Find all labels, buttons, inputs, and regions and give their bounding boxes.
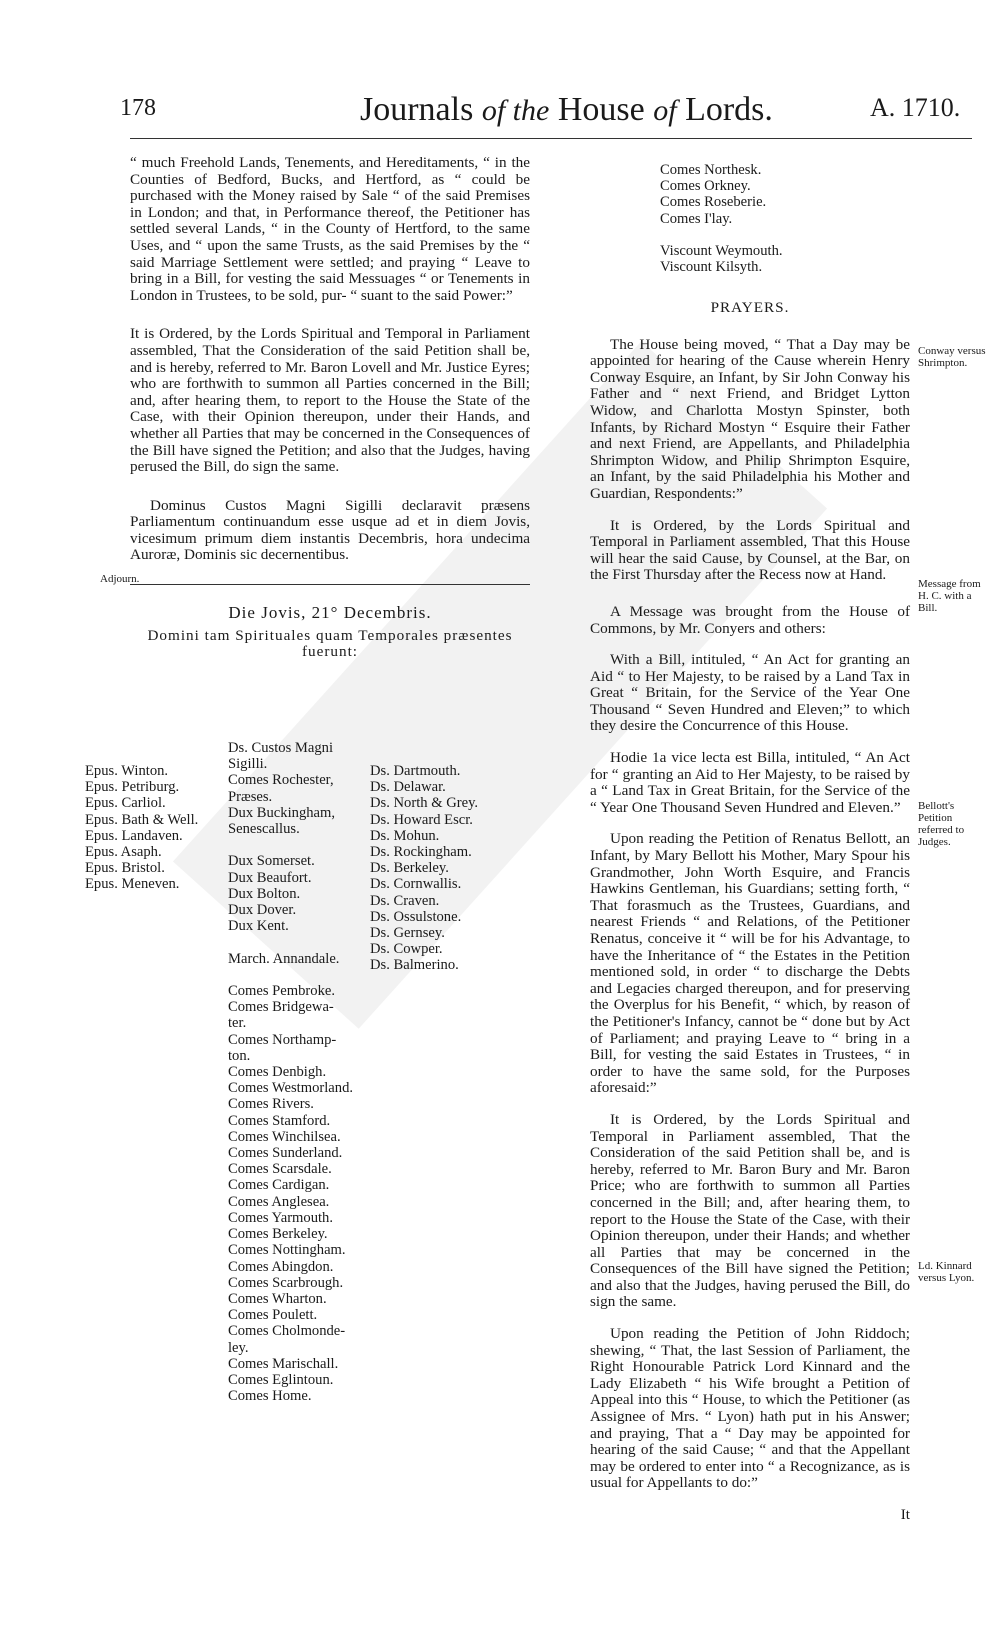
title-word: Journals bbox=[360, 91, 474, 128]
list-item: Epus. Asaph. bbox=[85, 844, 162, 861]
bishops-list bbox=[85, 763, 225, 893]
list-item: Ds. Dartmouth. bbox=[370, 763, 461, 779]
list-item: Comes Wharton. bbox=[228, 1290, 327, 1307]
attendance-heading: Domini tam Spirituales quam Temporales præsentes fuerunt: bbox=[147, 626, 513, 661]
margin-note: Message from H. C. with a Bill. bbox=[918, 578, 981, 614]
list-item: Comes Northamp- bbox=[228, 1031, 337, 1048]
paragraph: Upon reading the Petition of John Riddoch; shewing, “ That, the last Session of Parliament, the Right Honourable Patrick Lord Kinnard and the Lady Elizabeth “ his Wife brought a Petition of Appeal into this “ House, to which the Petitioner (as Assignee of Mrs. “ Lyon) hath put in his Answer; and praying, That a “ Day may be appointed for hearing of the said Cause; “ and that the Appellant may be ordered to enter into “ a Recognizance, as is usual for Appellants to do:” bbox=[590, 1325, 910, 1492]
divider bbox=[130, 584, 530, 585]
list-item: Comes Orkney. bbox=[660, 178, 751, 195]
list-item: Ds. Delawar. bbox=[370, 779, 446, 796]
header-rule bbox=[130, 138, 972, 139]
list-item: ter. bbox=[228, 1015, 247, 1032]
list-item: Epus. Petriburg. bbox=[85, 779, 180, 796]
list-item: Epus. Bristol. bbox=[85, 860, 165, 877]
barons-list bbox=[370, 763, 520, 974]
list-item: Comes Abingdon. bbox=[228, 1258, 334, 1275]
left-column bbox=[130, 155, 530, 661]
list-item: Comes Denbigh. bbox=[228, 1064, 327, 1081]
list-item bbox=[660, 227, 860, 243]
list-item: Dux Beaufort. bbox=[228, 869, 312, 886]
list-item: Comes Sunderland. bbox=[228, 1145, 343, 1162]
list-item: Comes Scarbrough. bbox=[228, 1274, 344, 1291]
list-item: Comes Yarmouth. bbox=[228, 1209, 334, 1226]
list-item bbox=[228, 837, 368, 853]
list-item: Ds. Mohun. bbox=[370, 827, 440, 844]
margin-note: Adjourn. bbox=[100, 573, 140, 585]
list-item: Ds. Rockingham. bbox=[370, 844, 472, 861]
running-title bbox=[360, 90, 773, 131]
list-item: Dux Buckingham, bbox=[228, 804, 336, 821]
list-item: Præses. bbox=[228, 788, 273, 805]
paragraph: Upon reading the Petition of Renatus Bellott, an Infant, by Mary Bellott his Mother, Mary Spour his Grandmother, John Worth Esquire, and Francis Hawkins Gentleman, his Guardians; setting forth, “ That forasmuch as the Trustees, Guardians, and nearest Friends “ and Relations, of the Petitioner Renatus, conceive it “ will be for his Advantage, to have the Inheritance of “ the Estates in the Petition mentioned sold, in order “ to discharge the Debts and Legacies charged thereupon, and for preserving the Overplus for his Benefit, “ which, by reason of the Petitioner's Infancy, cannot be “ done but by Act of Parliament; and praying Leave to “ bring in a Bill, for vesting the said Estates in Trustees, “ in order to have the same sold, for the Purposes aforesaid:” bbox=[590, 830, 910, 1097]
list-item: Comes I'lay. bbox=[660, 210, 733, 227]
list-item: Comes Berkeley. bbox=[228, 1226, 328, 1243]
title-word: of the bbox=[481, 94, 550, 127]
list-item: Dux Dover. bbox=[228, 902, 297, 919]
paragraph: With a Bill, intituled, “ An Act for granting an Aid “ to Her Majesty, to be raised by a Land Tax in Great “ Britain, for the Service of the Year One Thousand “ Seven Hundred and Eleven;” to which they desire the Concurrence of this House. bbox=[590, 651, 910, 735]
list-item: Dux Kent. bbox=[228, 918, 289, 935]
list-item: Viscount Weymouth. bbox=[660, 243, 783, 260]
list-item bbox=[228, 967, 368, 983]
list-item: Viscount Kilsyth. bbox=[660, 259, 763, 276]
list-item: Comes Roseberie. bbox=[660, 194, 767, 211]
paragraph: Dominus Custos Magni Sigilli declaravit præsens Parliamentum continuandum esse usque ad et in diem Jovis, vicesimum primum diem instantis Decembris, hora undecima Auroræ, Dominis sic decernentibus. bbox=[130, 496, 530, 564]
title-word: of bbox=[653, 94, 677, 127]
list-item: Comes Marischall. bbox=[228, 1355, 339, 1372]
list-item: Ds. Cornwallis. bbox=[370, 876, 462, 893]
list-item: Epus. Carliol. bbox=[85, 795, 166, 812]
list-item: Comes Bridgewa- bbox=[228, 999, 334, 1016]
list-item: Epus. Landaven. bbox=[85, 827, 183, 844]
day-heading: Die Jovis, 21° Decembris. bbox=[228, 603, 432, 623]
page-header bbox=[0, 90, 992, 140]
list-item: Ds. Cowper. bbox=[370, 941, 443, 958]
list-item: Comes Stamford. bbox=[228, 1112, 331, 1129]
margin-note: Conway versus Shrimpton. bbox=[918, 345, 986, 369]
list-item: Comes Cardigan. bbox=[228, 1177, 330, 1194]
paragraph: Hodie 1a vice lecta est Billa, intituled, “ An Act for “ granting an Aid to Her Majesty, to be raised by a “ Land Tax in Great Britain, for the Service of the “ Year One Thousand Seven Hundred and Eleven.” bbox=[590, 749, 910, 816]
peers-list bbox=[228, 740, 368, 1404]
list-item: Ds. Ossulstone. bbox=[370, 908, 462, 925]
margin-note: Ld. Kinnard versus Lyon. bbox=[918, 1260, 975, 1284]
paragraph: It is Ordered, by the Lords Spiritual and Temporal in Parliament assembled, That this House will hear the said Cause, by Counsel, at the Bar, on the First Thursday after the Recess now at Hand. bbox=[590, 516, 910, 584]
paragraph: The House being moved, “ That a Day may be appointed for hearing of the Cause wherein Henry Conway Esquire, an Infant, by Sir John Conway his Father and “ next Friend, and Bridget Lytton Widow, and Charlotta Mostyn Spinster, both Infants, by Richard Mostyn “ Esquire their Father and next Friend, are Appellants, and Philadelphia Shrimpton Widow, and Philip Shrimpton Esquire, an Infant, by the said Philadelphia his Mother and Guardian, Respondents:” bbox=[590, 335, 910, 502]
list-item: Senescallus. bbox=[228, 821, 300, 838]
list-item: Comes Poulett. bbox=[228, 1307, 318, 1324]
list-item bbox=[228, 934, 368, 950]
prayers-heading: PRAYERS. bbox=[710, 299, 790, 316]
title-word: Lords. bbox=[685, 91, 773, 128]
paragraph: “ much Freehold Lands, Tenements, and Hereditaments, “ in the Counties of Bedford, Bucks, and Hertford, as “ could be purchased with the Money raised by Sale “ of the said Premises in London; and that, in Performance thereof, the Petitioner has settled several Lands, “ in the County of Hertford, to the same Uses, and “ upon the same Trusts, as the said Premises by the “ said Marriage Settlement were settled; and praying “ Leave to bring in a Bill, for vesting the said Messuages “ or Tenements in London in Trustees, to be sold, pur- “ suant to the said Power:” bbox=[130, 154, 530, 304]
paragraph: It is Ordered, by the Lords Spiritual and Temporal in Parliament assembled, That the Consideration of the said Petition shall be, and is hereby, referred to Mr. Baron Lovell and Mr. Justice Eyres; who are forthwith to summon all Parties concerned in the Bill; and, after hearing them, to report to the House the State of the Case, with their Opinion thereupon, under their Hands, and whether all Parties that may be concerned in the Consequences of the Bill have signed the Petition; and also that the Judges, having perused the Bill, do sign the same. bbox=[130, 325, 530, 476]
list-item: Ds. Berkeley. bbox=[370, 860, 449, 877]
list-item: March. Annandale. bbox=[228, 950, 340, 967]
list-item: ley. bbox=[228, 1339, 249, 1356]
list-item: Ds. North & Grey. bbox=[370, 795, 479, 812]
list-item: Comes Westmorland. bbox=[228, 1080, 354, 1097]
list-item: ton. bbox=[228, 1047, 251, 1064]
list-item: Comes Anglesea. bbox=[228, 1193, 330, 1210]
catchword: It bbox=[900, 1506, 910, 1523]
list-item: Comes Scarsdale. bbox=[228, 1161, 332, 1178]
list-item: Comes Northesk. bbox=[660, 162, 762, 178]
paragraph: It is Ordered, by the Lords Spiritual and Temporal in Parliament assembled, That the Consideration of the said Petition shall be, and is hereby, referred to Mr. Baron Bury and Mr. Baron Price; who are forthwith to summon all Parties concerned in the Bill; and, after hearing them, to report to the House the State of the Case, with their Opinion thereupon, under their Hands; and whether all Parties that may be concerned in the Consequences of the Bill have signed the Petition; and also that the Judges, having perused the Bill, do sign the same. bbox=[590, 1110, 910, 1311]
list-item: Ds. Custos Magni bbox=[228, 740, 334, 756]
list-item: Epus. Bath & Well. bbox=[85, 811, 199, 828]
right-column bbox=[590, 300, 910, 1524]
list-item: Dux Somerset. bbox=[228, 853, 315, 870]
list-item: Ds. Balmerino. bbox=[370, 957, 459, 974]
list-item: Dux Bolton. bbox=[228, 885, 301, 902]
year: A. 1710. bbox=[870, 93, 961, 122]
list-item: Epus. Meneven. bbox=[85, 876, 180, 893]
list-item: Sigilli. bbox=[228, 756, 268, 773]
list-item: Ds. Gernsey. bbox=[370, 925, 445, 942]
list-item: Comes Winchilsea. bbox=[228, 1128, 341, 1145]
earls-list bbox=[660, 162, 860, 275]
list-item: Comes Home. bbox=[228, 1388, 312, 1405]
list-item: Comes Nottingham. bbox=[228, 1242, 346, 1259]
paragraph: A Message was brought from the House of Commons, by Mr. Conyers and others: bbox=[590, 602, 910, 637]
page-number: 178 bbox=[120, 95, 156, 121]
list-item: Comes Cholmonde- bbox=[228, 1323, 346, 1340]
list-item: Comes Rivers. bbox=[228, 1096, 314, 1113]
margin-note: Bellott's Petition referred to Judges. bbox=[918, 800, 965, 848]
list-item: Comes Pembroke. bbox=[228, 983, 336, 1000]
title-word: House bbox=[557, 91, 645, 128]
list-item: Ds. Howard Escr. bbox=[370, 811, 473, 828]
list-item: Ds. Craven. bbox=[370, 892, 440, 909]
list-item: Comes Eglintoun. bbox=[228, 1371, 334, 1388]
list-item: Comes Rochester, bbox=[228, 772, 334, 789]
list-item: Epus. Winton. bbox=[85, 763, 169, 779]
